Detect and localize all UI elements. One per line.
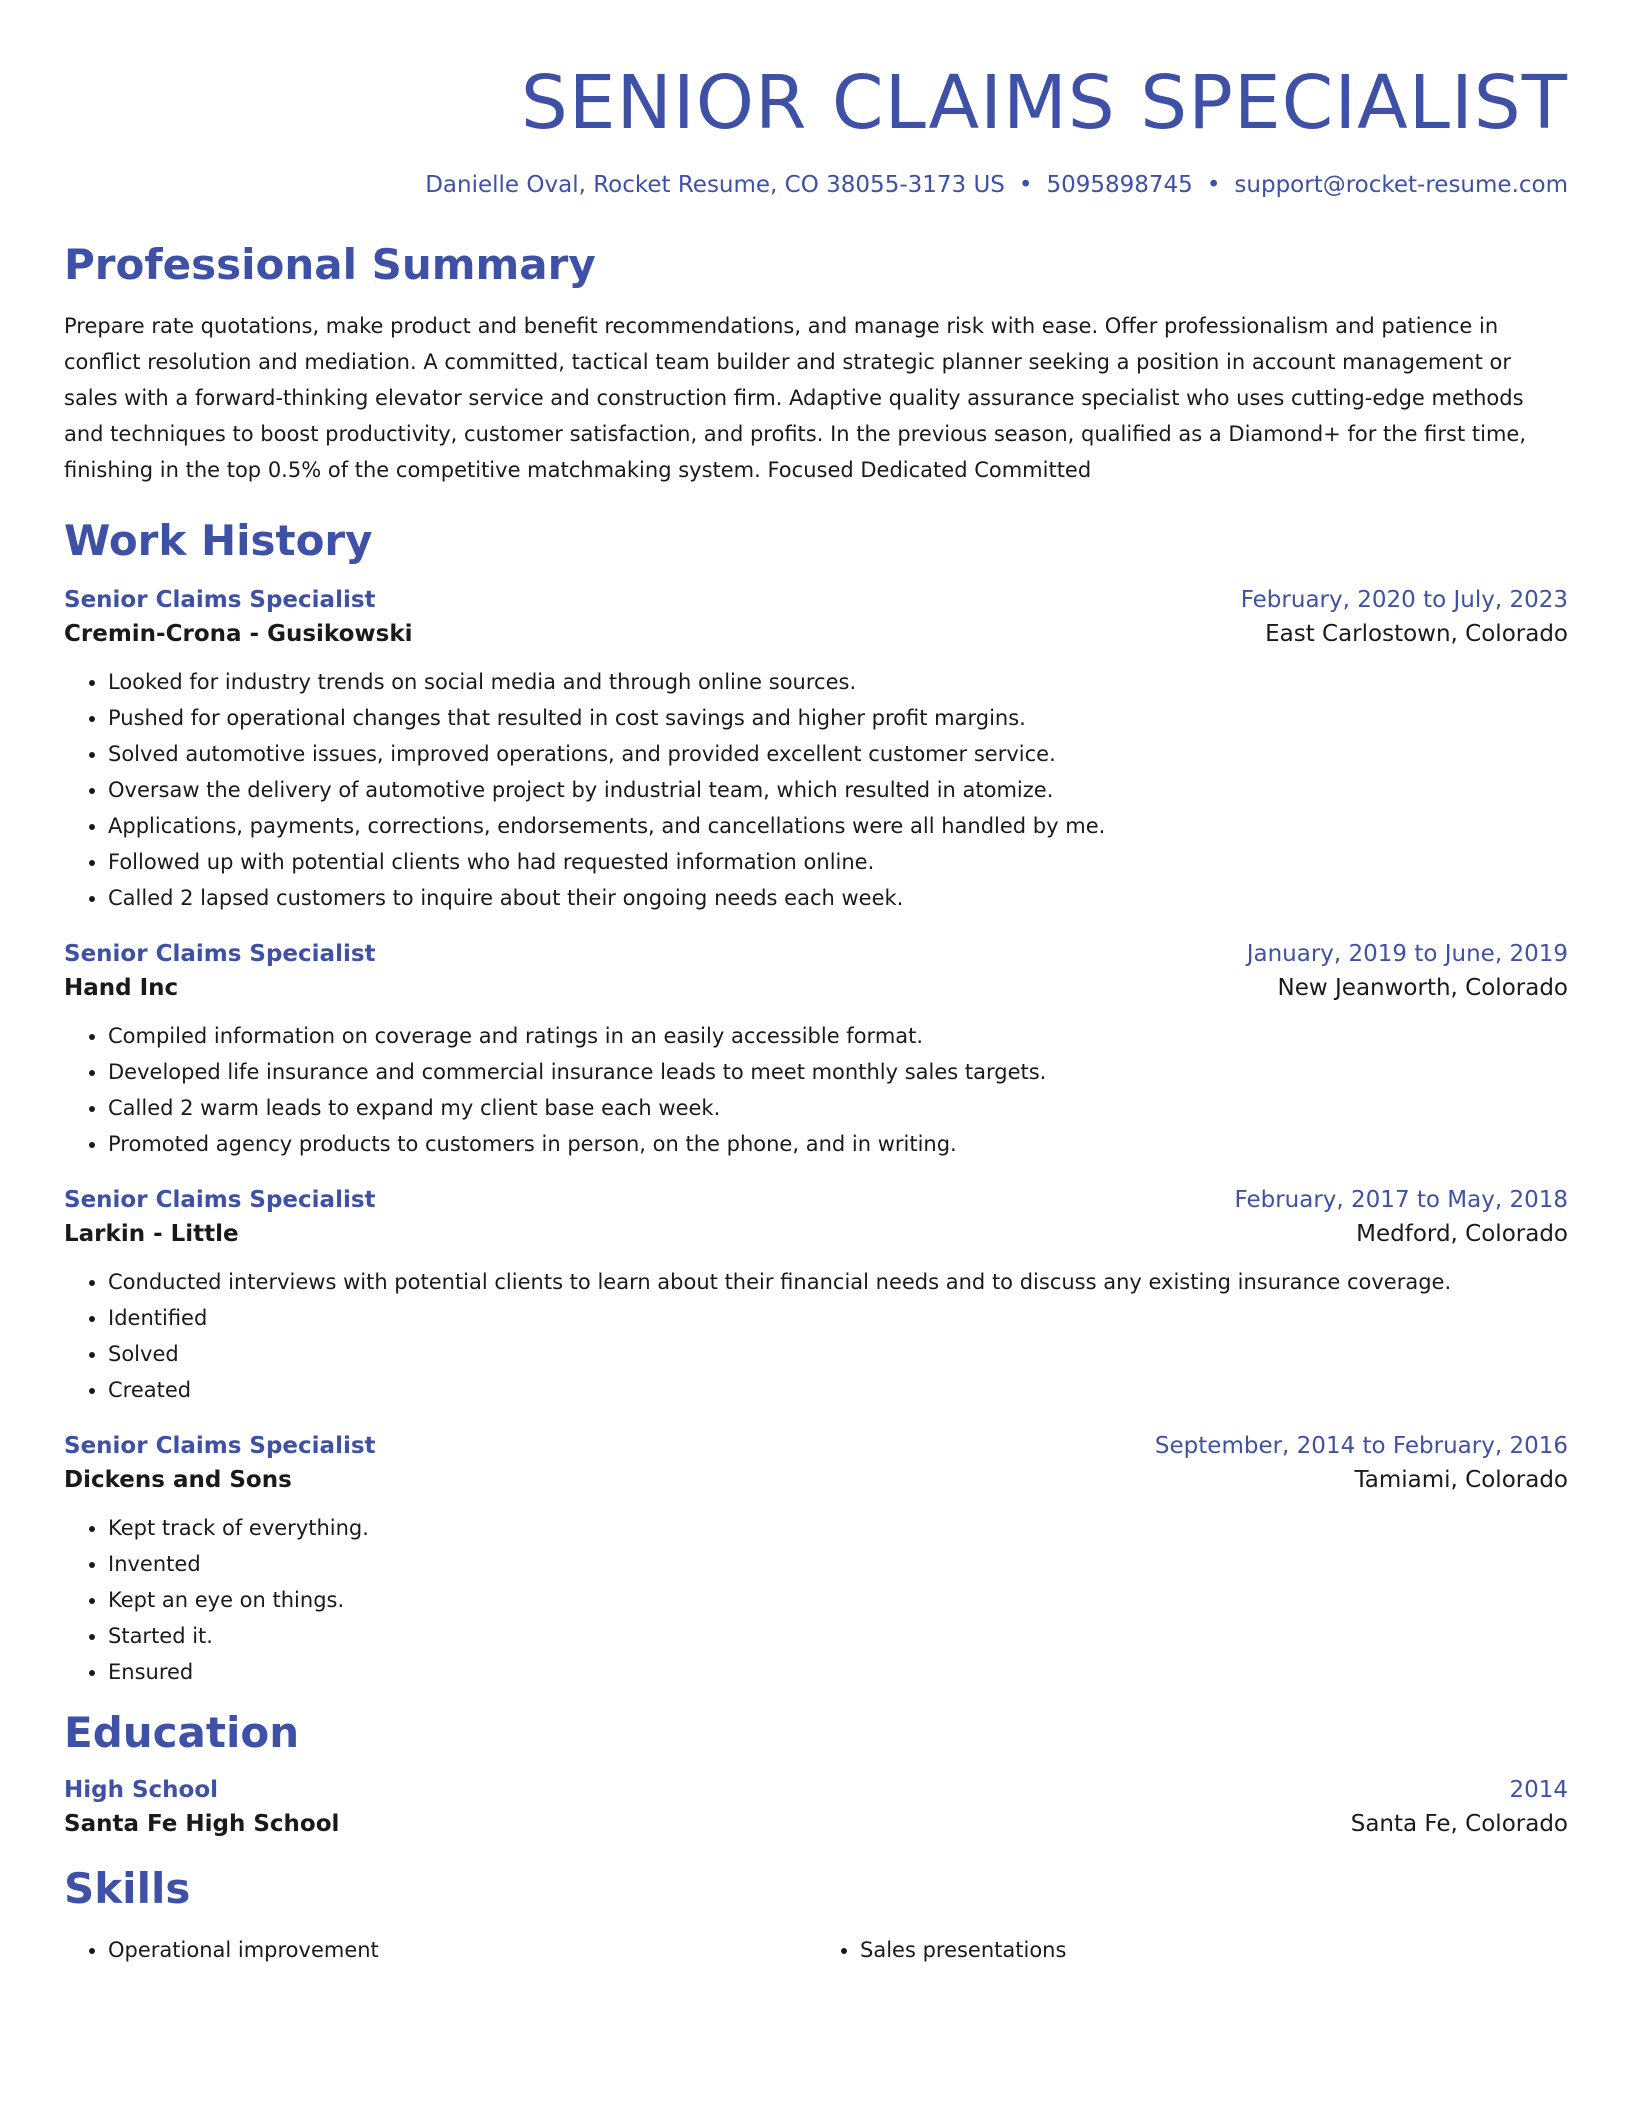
job-bullet: • Compiled information on coverage and ratings in an easily accessible format. bbox=[108, 1018, 1568, 1054]
resume-title: SENIOR CLAIMS SPECIALIST bbox=[520, 60, 1568, 146]
job-bullet: • Kept track of everything. bbox=[108, 1510, 1568, 1546]
job-bullet: • Promoted agency products to customers in person, on the phone, and in writing. bbox=[108, 1126, 1568, 1162]
contact-separator: • bbox=[1206, 172, 1221, 198]
job-company: Cremin-Crona - Gusikowski bbox=[64, 620, 413, 647]
job-bullet: • Kept an eye on things. bbox=[108, 1582, 1568, 1618]
job-bullet: • Called 2 warm leads to expand my client base each week. bbox=[108, 1090, 1568, 1126]
job-entry bbox=[64, 1184, 1568, 1408]
job-dates: February, 2020 to July, 2023 bbox=[1240, 586, 1568, 613]
job-title: Senior Claims Specialist bbox=[64, 586, 376, 613]
job-bullet: • Applications, payments, corrections, endorsements, and cancellations were all handled by me. bbox=[108, 808, 1568, 844]
job-bullet: • Followed up with potential clients who had requested information online. bbox=[108, 844, 1568, 880]
job-bullet: • Created bbox=[108, 1372, 1568, 1408]
job-bullet: • Developed life insurance and commercial insurance leads to meet monthly sales targets. bbox=[108, 1054, 1568, 1090]
job-bullet: • Identified bbox=[108, 1300, 1568, 1336]
job-location: New Jeanworth, Colorado bbox=[1277, 974, 1568, 1001]
job-bullet: • Solved automotive issues, improved operations, and provided excellent customer service. bbox=[108, 736, 1568, 772]
job-bullet: • Invented bbox=[108, 1546, 1568, 1582]
job-company: Hand Inc bbox=[64, 974, 179, 1001]
education-location: Santa Fe, Colorado bbox=[1350, 1811, 1568, 1838]
job-bullet: • Called 2 lapsed customers to inquire about their ongoing needs each week. bbox=[108, 880, 1568, 916]
education-degree: High School bbox=[64, 1777, 219, 1804]
skills-grid bbox=[64, 1932, 1568, 1968]
job-entry bbox=[64, 584, 1568, 916]
job-bullet: • Looked for industry trends on social media and through online sources. bbox=[108, 664, 1568, 700]
job-dates: January, 2019 to June, 2019 bbox=[1246, 940, 1568, 967]
job-title: Senior Claims Specialist bbox=[64, 1432, 376, 1459]
job-title: Senior Claims Specialist bbox=[64, 940, 376, 967]
job-company: Dickens and Sons bbox=[64, 1466, 292, 1493]
job-dates: February, 2017 to May, 2018 bbox=[1234, 1186, 1568, 1213]
contact-email[interactable]: support@rocket-resume.com bbox=[1234, 172, 1568, 198]
job-bullet-list bbox=[64, 1510, 1568, 1690]
resume-page bbox=[64, 0, 1568, 1968]
job-bullet: • Pushed for operational changes that resulted in cost savings and higher profit margins. bbox=[108, 700, 1568, 736]
job-entry bbox=[64, 938, 1568, 1162]
skills-column-right bbox=[816, 1932, 1568, 1968]
contact-address: Danielle Oval, Rocket Resume, CO 38055-3173 US bbox=[425, 172, 1005, 198]
job-bullet-list bbox=[64, 1018, 1568, 1162]
job-bullet: • Oversaw the delivery of automotive project by industrial team, which resulted in atomize. bbox=[108, 772, 1568, 808]
summary-text: Prepare rate quotations, make product and benefit recommendations, and manage risk with ease. Offer professionalism and patience in conflict resolution and mediation. A committed, tactical team builder and strategic planner seeking a position in account management or sales with a forward-thinking elevator service and construction firm. Adaptive quality assurance specialist who uses cutting-edge methods and techniques to boost productivity, customer satisfaction, and profits. In the previous season, qualified as a Diamond+ for the first time, finishing in the top 0.5% of the competitive matchmaking system. Focused Dedicated Committed bbox=[64, 313, 1527, 482]
work-history-heading: Work History bbox=[64, 515, 373, 565]
job-dates: September, 2014 to February, 2016 bbox=[1154, 1432, 1568, 1459]
summary-heading: Professional Summary bbox=[64, 239, 596, 289]
job-bullet: • Conducted interviews with potential clients to learn about their financial needs and to discuss any existing insurance coverage. bbox=[108, 1264, 1568, 1300]
skill-item: • Operational improvement bbox=[108, 1932, 816, 1968]
job-bullet-list bbox=[64, 664, 1568, 916]
job-entry bbox=[64, 1430, 1568, 1690]
skills-column-left bbox=[64, 1932, 816, 1968]
job-bullet: • Started it. bbox=[108, 1618, 1568, 1654]
job-title: Senior Claims Specialist bbox=[64, 1186, 376, 1213]
education-year: 2014 bbox=[1509, 1777, 1568, 1804]
education-heading: Education bbox=[64, 1707, 300, 1757]
job-location: Medford, Colorado bbox=[1356, 1220, 1568, 1247]
contact-separator: • bbox=[1018, 172, 1033, 198]
job-bullet: • Ensured bbox=[108, 1654, 1568, 1690]
job-location: Tamiami, Colorado bbox=[1354, 1466, 1568, 1493]
job-location: East Carlostown, Colorado bbox=[1265, 620, 1568, 647]
skill-item: • Sales presentations bbox=[860, 1932, 1568, 1968]
contact-line bbox=[64, 172, 1568, 200]
job-company: Larkin - Little bbox=[64, 1220, 239, 1247]
skills-heading: Skills bbox=[64, 1864, 191, 1914]
education-school: Santa Fe High School bbox=[64, 1811, 340, 1838]
job-bullet: • Solved bbox=[108, 1336, 1568, 1372]
job-bullet-list bbox=[64, 1264, 1568, 1408]
education-entry bbox=[64, 1774, 1568, 1842]
contact-phone[interactable]: 5095898745 bbox=[1046, 172, 1193, 198]
